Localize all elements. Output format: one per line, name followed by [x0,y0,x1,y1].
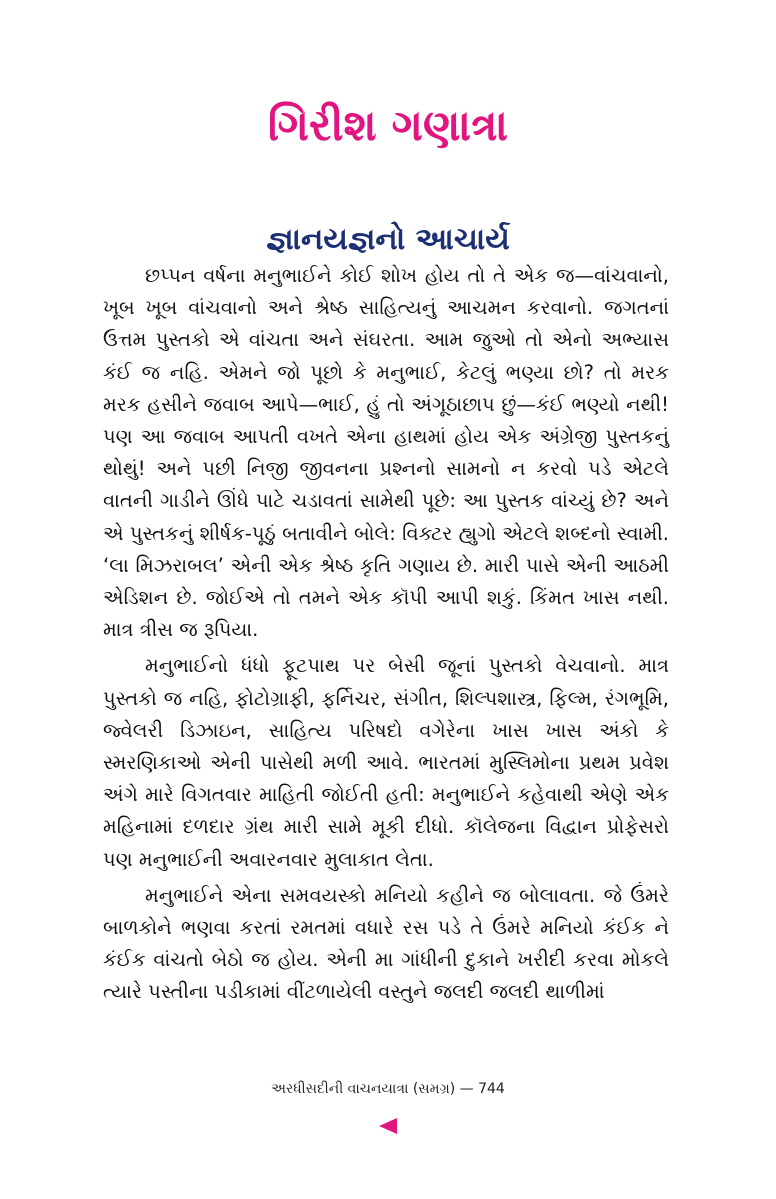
author-name: ગિરીશ ગણાત્રા [267,101,509,151]
paragraph-3: મનુભાઈને એના સમવયસ્કો મનિયો કહીને જ બોલાવતા. જે ઉંમરે બાળકોને ભણવા કરતાં રમતમાં વધારે રસ પડે તે ઉંમરે મનિયો કંઈક ને કંઈક વાંચતો બેઠો જ હોય. એની મા ગાંધીની દુકાને ખરીદી કરવા મોકલે ત્યારે પસ્તીના પડીકામાં વીંટળાયેલી વસ્તુને જલદી જલદી થાળીમાં [103,883,669,1004]
article-title: જ્ઞાનયજ્ઞનો આચાર્ય [266,222,510,257]
arrow-shape [379,1118,397,1134]
paragraph-2: મનુભાઈનો ધંધો ફૂટપાથ પર બેસી જૂનાં પુસ્તકો વેચવાનો. માત્ર પુસ્તકો જ નહિ, ફોટોગ્રાફી, ફર્નિચર, સંગીત, શિલ્પશાસ્ત્ર, ફિલ્મ, રંગભૂમિ, જ્વેલરી ડિઝાઇન, સાહિત્ય પરિષદો વગેરેના ખાસ ખાસ અંકો કે સ્મરણિકાઓ એની પાસેથી મળી આવે. ભારતમાં મુસ્લિમોના પ્રથમ પ્રવેશ અંગે મારે વિગતવાર માહિતી જોઈતી હતી: મનુભાઈને કહેવાથી એણે એક મહિનામાં દળદાર ગ્રંથ મારી સામે મૂકી દીધો. કૉલેજના વિદ્વાન પ્રોફેસરો પણ મનુભાઈની અવારનવાર મુલાકાત લેતા. [103,654,669,871]
page-footer: અરધીસદીની વાચનયાત્રા (સમગ્ર) — 744 [271,1081,505,1097]
paragraph-1: છપ્પન વર્ષના મનુભાઈને કોઈ શોખ હોય તો તે એક જ—વાંચવાનો, ખૂબ ખૂબ વાંચવાનો અને શ્રેષ્ઠ સાહિત્યનું આચમન કરવાનો. જગતનાં ઉત્તમ પુસ્તકો એ વાંચતા અને સંઘરતા. આમ જુઓ તો એનો અભ્યાસ કંઈ જ નહિ. એમને જો પૂછો કે મનુભાઈ, કેટલું ભણ્યા છો? તો મરક મરક હસીને જવાબ આપે—ભાઈ, હું તો અંગૂઠાછાપ છું—કંઈ ભણ્યો નથી! પણ આ જવાબ આપતી વખતે એના હાથમાં હોય એક અંગ્રેજી પુસ્તકનું થોથું! અને પછી નિજી જીવનના પ્રશ્નનો સામનો ન કરવો પડે એટલે વાતની ગાડીને ઊંધે પાટે ચડાવતાં સામેથી પૂછે: આ પુસ્તક વાંચ્યું છે? અને એ પુસ્તકનું શીર્ષક-પૂઠું બતાવીને બોલે: વિક્ટર હ્યુગો એટલે શબ્દનો સ્વામી. ‘લા મિઝરાબલ’ એની એક શ્રેષ્ઠ કૃતિ ગણાય છે. મારી પાસે એની આઠમી એડિશન છે. જોઈએ તો તમને એક કૉપી આપી શકું. કિંમત ખાસ નથી. માત્ર ત્રીસ જ રૂપિયા. [103,264,669,642]
previous-page-arrow-icon[interactable] [373,1113,405,1139]
article-body [103,260,669,1013]
